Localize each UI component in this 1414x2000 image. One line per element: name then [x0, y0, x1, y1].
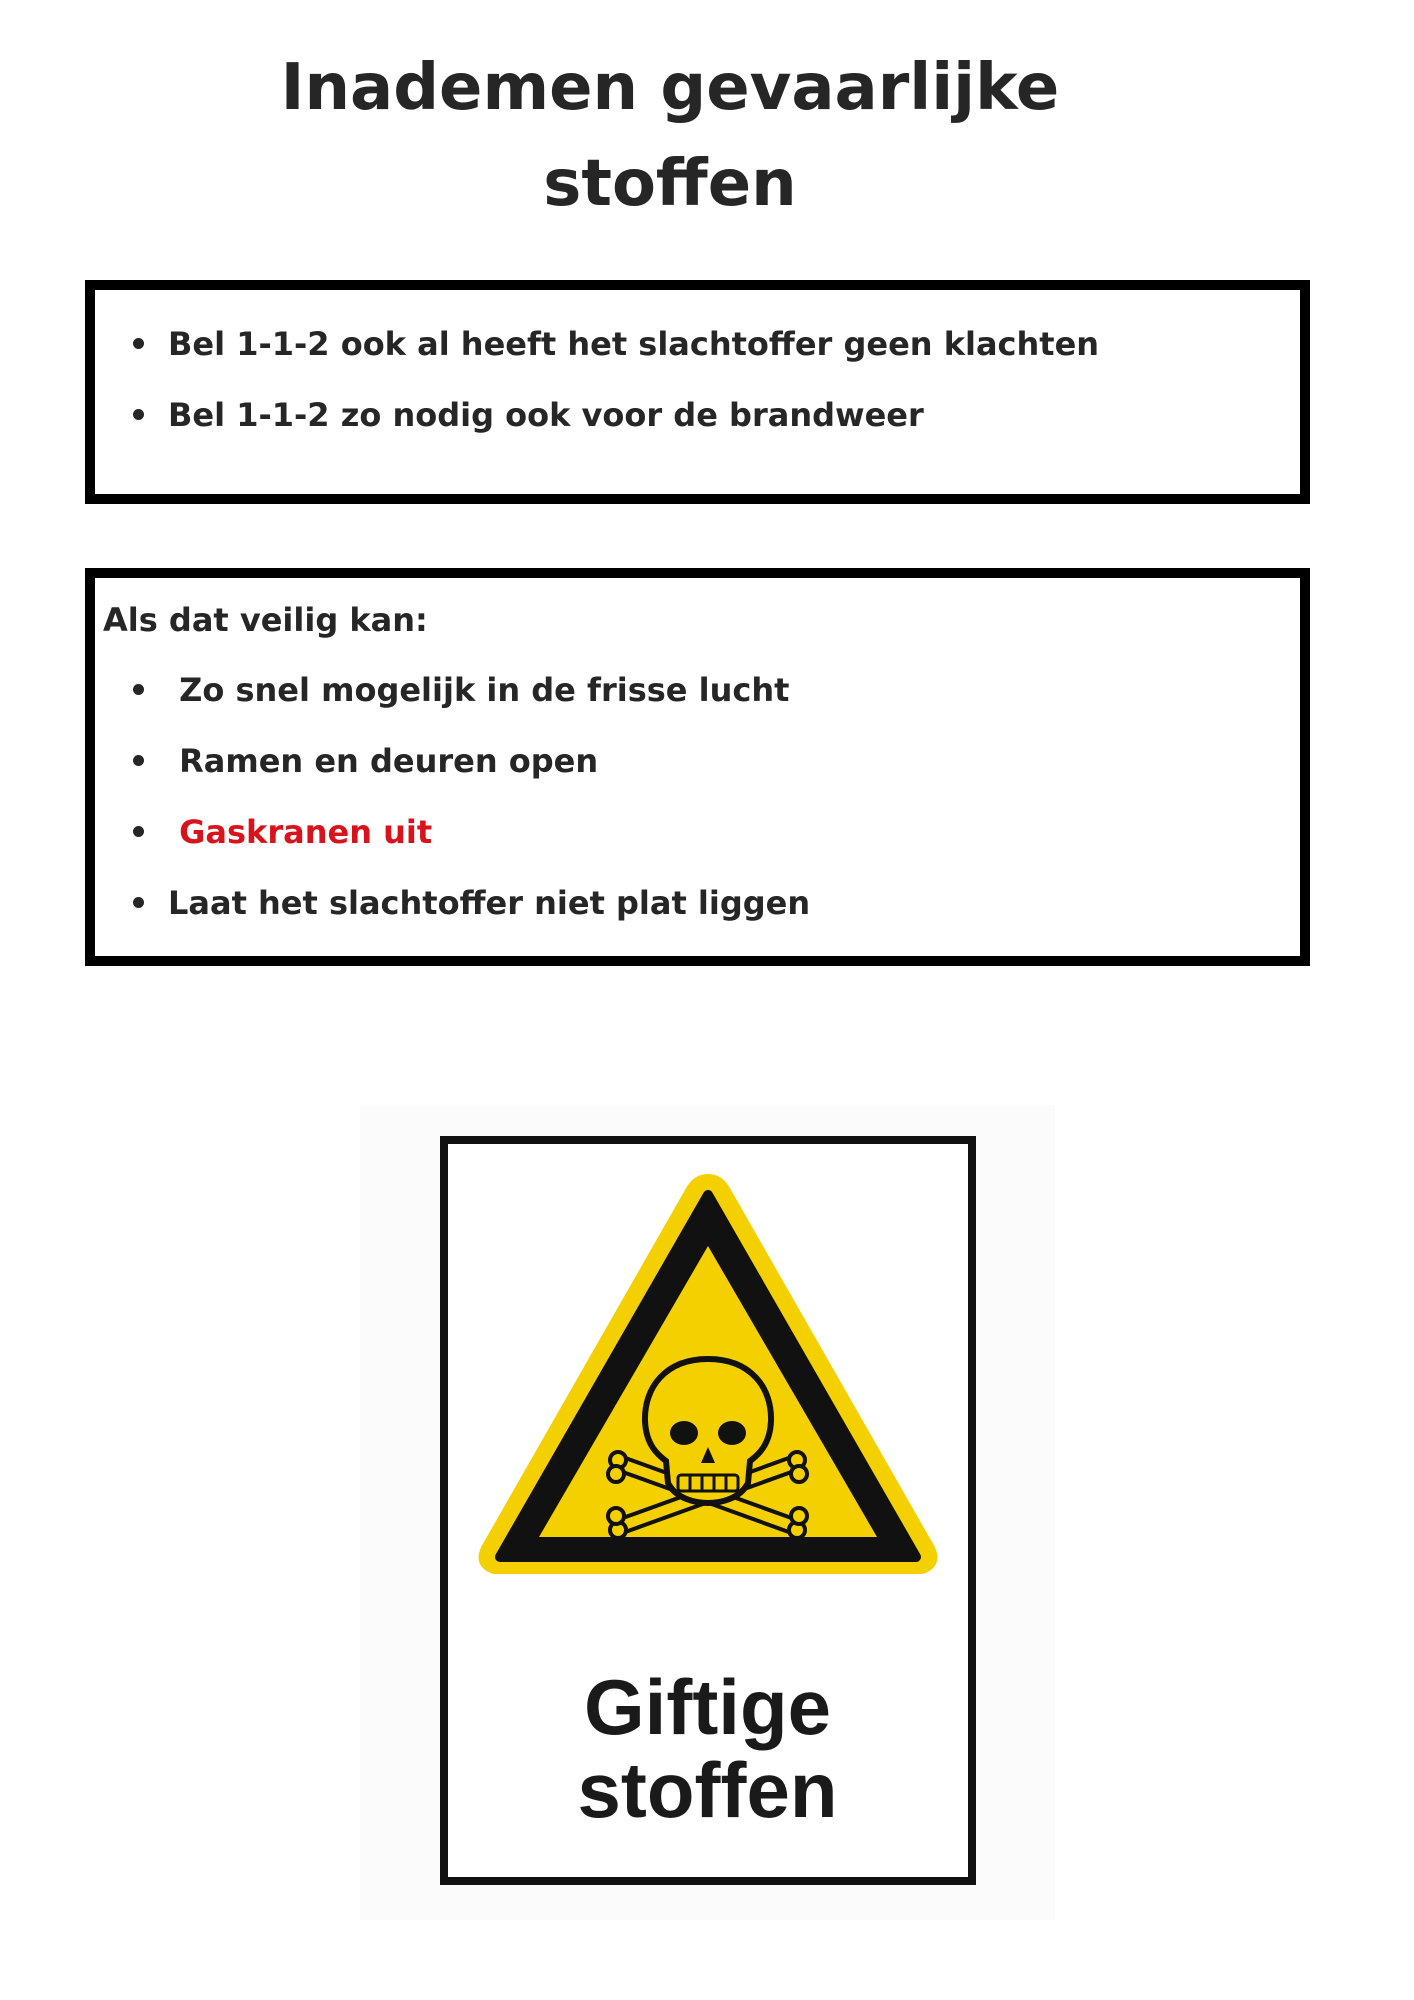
- title-line-2: stoffen: [543, 147, 797, 221]
- list-item-highlighted: Gaskranen uit: [133, 812, 432, 852]
- bullet-icon: [133, 755, 144, 766]
- sign-label-line-1: Giftige: [584, 1663, 831, 1751]
- bullet-icon: [133, 409, 144, 420]
- title-line-1: Inademen gevaarlijke: [280, 51, 1060, 125]
- bullet-icon: [133, 338, 144, 349]
- emergency-call-box: [85, 280, 1310, 504]
- list-item: Zo snel mogelijk in de frisse lucht: [133, 670, 789, 710]
- safety-actions-heading: Als dat veilig kan:: [103, 601, 428, 639]
- safety-actions-box: [85, 568, 1310, 966]
- toxic-substances-sign: [360, 1105, 1055, 1920]
- bullet-icon: [133, 684, 144, 695]
- bullet-icon: [133, 826, 144, 837]
- bullet-icon: [133, 897, 144, 908]
- list-item: Laat het slachtoffer niet plat liggen: [133, 883, 810, 923]
- list-item: Bel 1-1-2 ook al heeft het slachtoffer geen klachten: [133, 324, 1099, 364]
- list-item: Bel 1-1-2 zo nodig ook voor de brandweer: [133, 395, 924, 435]
- list-item: Ramen en deuren open: [133, 741, 598, 781]
- page-title: [270, 40, 1070, 232]
- sign-label-line-2: stoffen: [577, 1746, 838, 1834]
